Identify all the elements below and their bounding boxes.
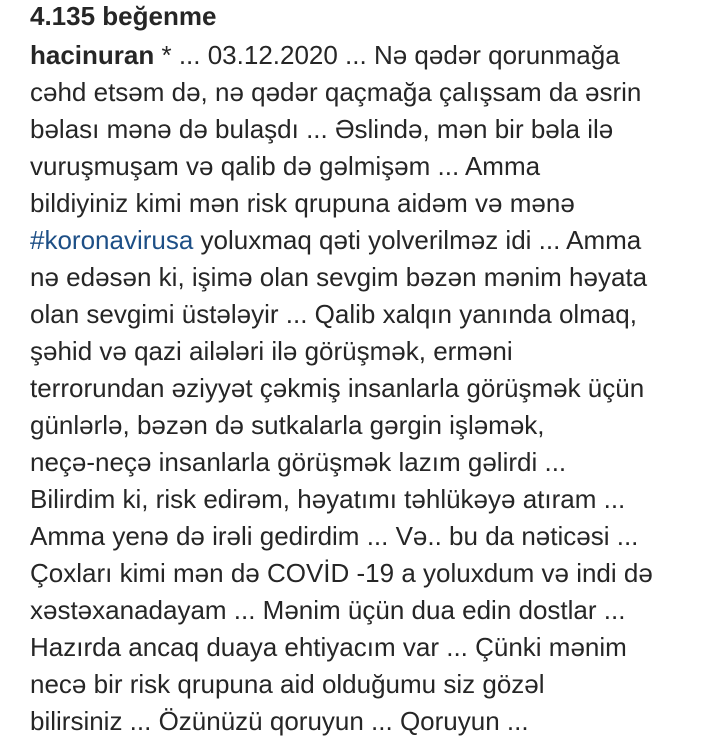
caption-line [30,629,710,666]
caption-text: necə bir risk qrupuna aid olduğumu siz gözəl [30,669,545,699]
likes-count[interactable]: 4.135 beğenme [30,1,217,31]
caption-line [30,481,710,518]
caption-line [30,37,710,74]
caption-line [30,259,710,296]
caption-text: terrorundan əziyyət çəkmiş insanlarla görüşmək üçün [30,373,645,403]
caption-text: vuruşmuşam və qalib də gəlmişəm ... Amma [30,151,541,181]
caption-line [30,333,710,370]
caption-text: * ... 03.12.2020 ... Nə qədər qorunmağa [154,40,620,70]
hashtag-link[interactable]: #koronavirusa [30,225,194,255]
caption-text: bildiyiniz kimi mən risk qrupuna aidəm və mənə [30,188,575,218]
caption-text: nə edəsən ki, işimə olan sevgim bəzən mənim həyata [30,262,648,292]
caption-text: Hazırda ancaq duaya ehtiyacım var ... Çünki mənim [30,632,627,662]
username-link[interactable]: hacinuran [30,40,155,70]
caption-text: yoluxmaq qəti yolverilməz idi ... Amma [193,225,642,255]
caption-text: günlərlə, bəzən də sutkalarla gərgin işləmək, [30,410,545,440]
caption-line [30,518,710,555]
caption-line [30,111,710,148]
caption-line [30,148,710,185]
caption-text: şəhid və qazi ailələri ilə görüşmək, erməni [30,336,513,366]
caption-line [30,444,710,481]
caption-line [30,407,710,444]
caption-text: bəlası mənə də bulaşdı ... Əslində, mən bir bəla ilə [30,114,614,144]
caption-line [30,370,710,407]
caption-text: neçə-neçə insanlarla görüşmək lazım gəlirdi ... [30,447,567,477]
caption-line [30,222,710,259]
caption-line [30,555,710,592]
caption-text: xəstəxanadayam ... Mənim üçün dua edin dostlar ... [30,595,626,625]
caption-line [30,185,710,222]
caption-line [30,666,710,703]
caption-text: Bilirdim ki, risk edirəm, həyatımı təhlükəyə atıram ... [30,484,626,514]
caption [30,37,710,740]
caption-line [30,296,710,333]
caption-text: bilirsiniz ... Özünüzü qoruyun ... Qoruyun ... [30,706,529,736]
caption-line [30,703,710,740]
caption-text: Amma yenə də irəli gedirdim ... Və.. bu da nəticəsi ... [30,521,639,551]
caption-text: olan sevgimi üstələyir ... Qalib xalqın yanında olmaq, [30,299,637,329]
caption-text: Çoxları kimi mən də COVİD -19 a yoluxdum və indi də [30,558,653,588]
caption-line [30,74,710,111]
caption-line [30,592,710,629]
post-caption-section [30,0,710,740]
caption-text: cəhd etsəm də, nə qədər qaçmağa çalışsam da əsrin [30,77,642,107]
